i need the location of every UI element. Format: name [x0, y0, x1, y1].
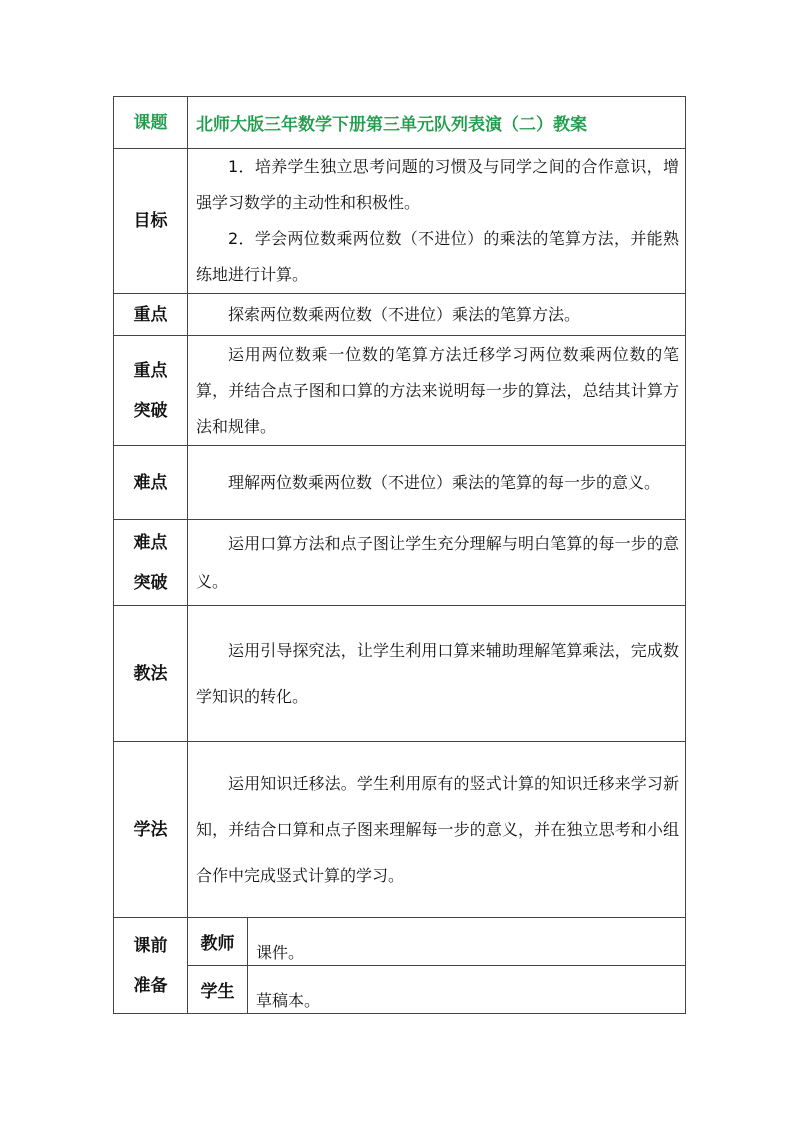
- row-preparation-teacher: [114, 918, 686, 966]
- difficulty-content: [188, 446, 686, 520]
- row-key-point: [114, 294, 686, 336]
- row-teaching-method: [114, 606, 686, 742]
- row-topic: [114, 97, 686, 149]
- difficulty-breakthrough-text: 运用口算方法和点子图让学生充分理解与明白笔算的每一步的意义。: [196, 533, 679, 591]
- teacher-label: 教师: [188, 918, 248, 966]
- lesson-plan-table: [113, 96, 686, 1014]
- teacher-content: 课件。: [248, 918, 686, 966]
- row-learning-method: [114, 742, 686, 918]
- key-breakthrough-label-line2: 突破: [133, 400, 168, 421]
- row-preparation-student: [114, 966, 686, 1014]
- learning-method-content: [188, 742, 686, 918]
- row-difficulty-breakthrough: [114, 520, 686, 606]
- teaching-method-text: 运用引导探究法，让学生利用口算来辅助理解笔算乘法，完成数学知识的转化。: [196, 640, 679, 706]
- goal-item-1: 1．培养学生独立思考问题的习惯及与同学之间的合作意识，增强学习数学的主动性和积极性。: [196, 157, 679, 212]
- key-point-text: 探索两位数乘两位数（不进位）乘法的笔算方法。: [228, 304, 581, 324]
- learning-method-label: 学法: [114, 742, 188, 918]
- difficulty-label: 难点: [114, 446, 188, 520]
- difficulty-breakthrough-label: [114, 520, 188, 606]
- learning-method-text: 运用知识迁移法。学生利用原有的竖式计算的知识迁移来学习新知，并结合口算和点子图来理解每一步的意义，并在独立思考和小组合作中完成竖式计算的学习。: [196, 773, 679, 885]
- goal-item-2: 2．学会两位数乘两位数（不进位）的乘法的笔算方法，并能熟练地进行计算。: [196, 229, 679, 284]
- key-breakthrough-content: [188, 336, 686, 446]
- difficulty-breakthrough-label-line2: 突破: [133, 572, 168, 593]
- teaching-method-label: 教法: [114, 606, 188, 742]
- student-content: 草稿本。: [248, 966, 686, 1014]
- key-breakthrough-text: 运用两位数乘一位数的笔算方法迁移学习两位数乘两位数的笔算，并结合点子图和口算的方法来说明每一步的算法，总结其计算方法和规律。: [196, 344, 679, 436]
- difficulty-text: 理解两位数乘两位数（不进位）乘法的笔算的每一步的意义。: [228, 472, 661, 492]
- key-breakthrough-label-line1: 重点: [133, 360, 168, 381]
- teaching-method-content: [188, 606, 686, 742]
- preparation-label: [114, 918, 188, 1014]
- row-difficulty: [114, 446, 686, 520]
- difficulty-breakthrough-content: [188, 520, 686, 606]
- row-goals: [114, 149, 686, 294]
- goals-label: 目标: [114, 149, 188, 294]
- preparation-label-line2: 准备: [133, 975, 168, 996]
- key-point-label: 重点: [114, 294, 188, 336]
- difficulty-breakthrough-label-line1: 难点: [133, 532, 168, 553]
- lesson-title: 北师大版三年数学下册第三单元队列表演（二）教案: [188, 97, 686, 149]
- preparation-label-line1: 课前: [133, 935, 168, 956]
- row-key-breakthrough: [114, 336, 686, 446]
- goals-content: [188, 149, 686, 294]
- student-label: 学生: [188, 966, 248, 1014]
- key-point-content: [188, 294, 686, 336]
- topic-label: 课题: [114, 97, 188, 149]
- key-breakthrough-label: [114, 336, 188, 446]
